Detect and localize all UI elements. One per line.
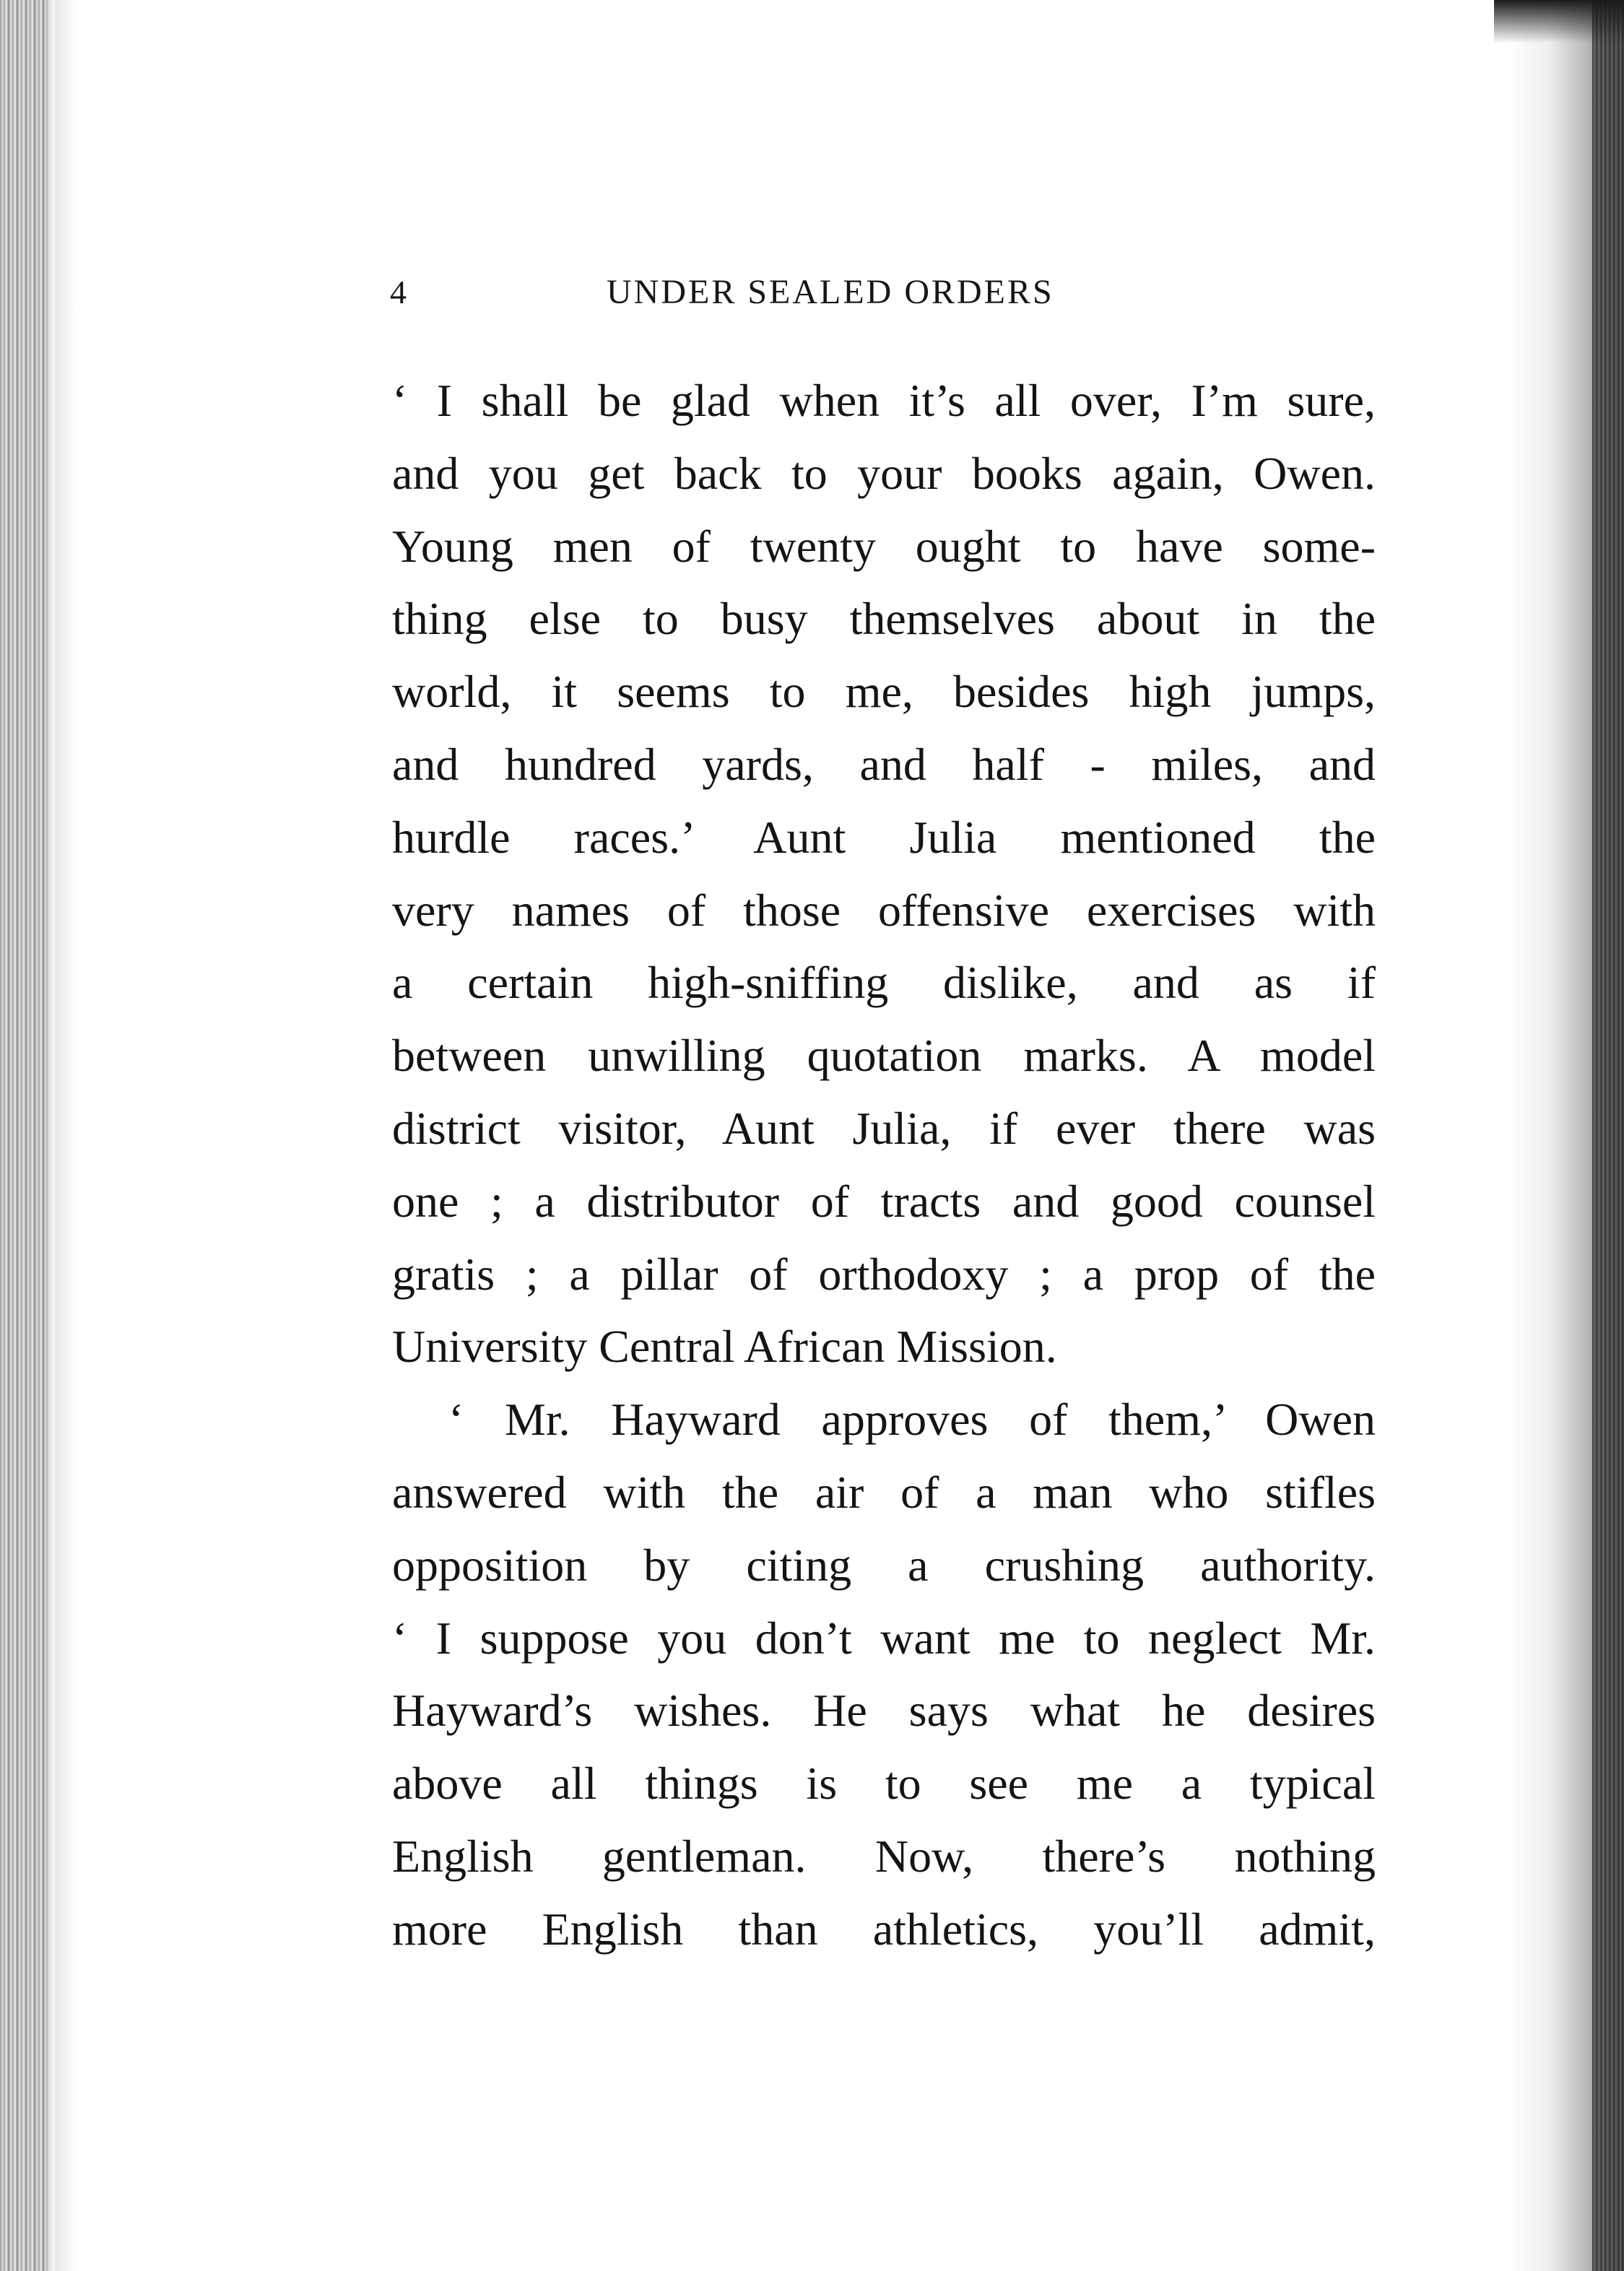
text-line: English gentleman. Now, there’s nothing: [392, 1830, 1376, 1882]
text-line: and hundred yards, and half - miles, and: [392, 738, 1376, 790]
page-number: 4: [390, 274, 407, 311]
text-line: gratis ; a pillar of orthodoxy ; a prop of the: [392, 1248, 1376, 1300]
text-line: world, it seems to me, besides high jumps,: [392, 666, 1376, 718]
text-line: Young men of twenty ought to have some-: [392, 520, 1376, 572]
text-line: more English than athletics, you’ll admit,: [392, 1903, 1376, 1955]
running-head: UNDER SEALED ORDERS: [607, 273, 1054, 311]
text-line: hurdle races.’ Aunt Julia mentioned the: [392, 811, 1376, 863]
text-line: very names of those offensive exercises with: [392, 884, 1376, 936]
corner-shadow: [1494, 0, 1624, 43]
text-line: district visitor, Aunt Julia, if ever there was: [392, 1102, 1376, 1154]
text-line: answered with the air of a man who stifles: [392, 1466, 1376, 1518]
text-line: and you get back to your books again, Owen.: [392, 447, 1376, 499]
book-edge-right: [1508, 0, 1624, 2271]
text-line: one ; a distributor of tracts and good counsel: [392, 1175, 1376, 1227]
text-line: ‘ I suppose you don’t want me to neglect Mr.: [392, 1612, 1376, 1664]
body-text: [392, 365, 1376, 1966]
text-line: a certain high-sniffing dislike, and as if: [392, 957, 1376, 1009]
text-line: thing else to busy themselves about in the: [392, 593, 1376, 645]
text-line: ‘ Mr. Hayward approves of them,’ Owen: [448, 1394, 1376, 1446]
page-gutter: [55, 0, 77, 2271]
page-header: [390, 267, 1376, 318]
book-edge-left: [0, 0, 48, 2271]
text-line: opposition by citing a crushing authority.: [392, 1539, 1376, 1591]
text-line: University Central African Mission.: [392, 1321, 1057, 1373]
text-line: between unwilling quotation marks. A model: [392, 1030, 1376, 1082]
text-line: ‘ I shall be glad when it’s all over, I’m sure,: [392, 375, 1376, 426]
text-line: Hayward’s wishes. He says what he desires: [392, 1685, 1376, 1737]
text-line: above all things is to see me a typical: [392, 1758, 1376, 1810]
